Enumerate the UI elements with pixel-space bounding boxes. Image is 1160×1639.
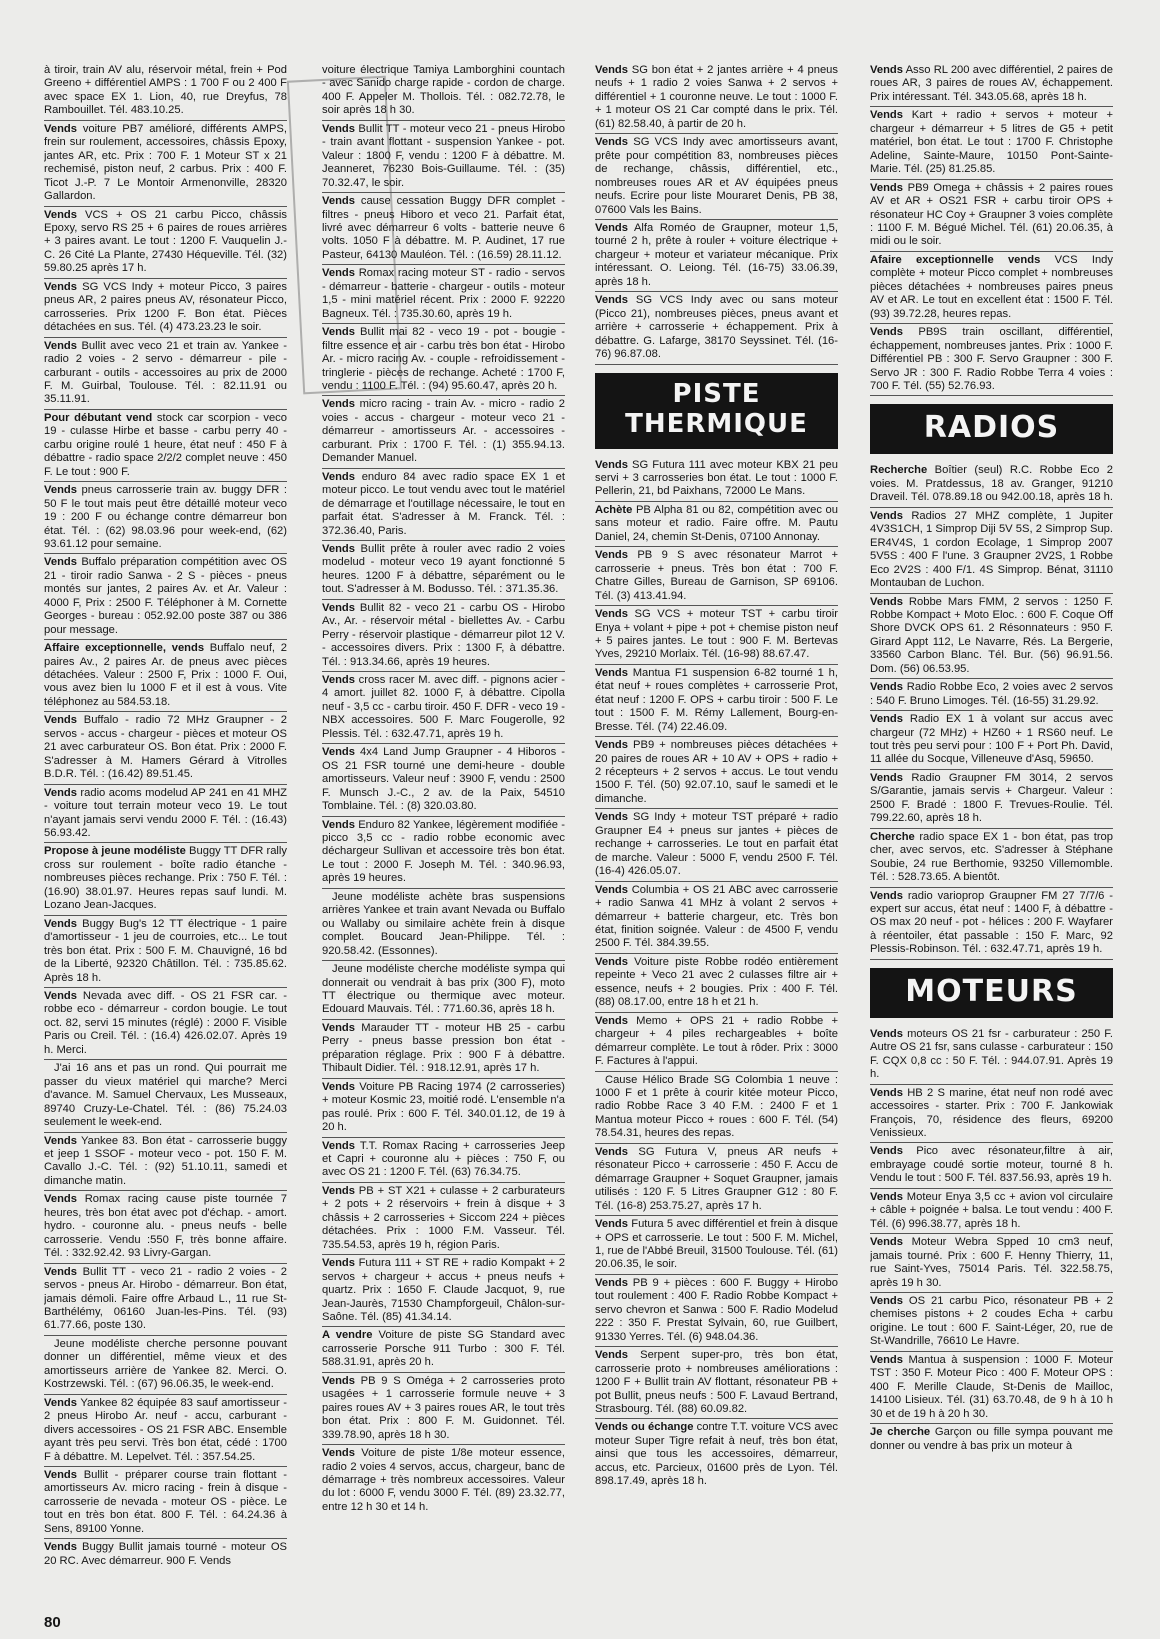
classified-ad: [322, 602, 565, 672]
classified-ad: [870, 1426, 1113, 1455]
classified-ad: [44, 1135, 287, 1192]
ad-lead: Vends: [870, 1086, 903, 1099]
ad-lead: Vends: [595, 608, 628, 621]
ad-lead: Vends: [595, 1349, 628, 1362]
classified-ad: [595, 608, 838, 665]
classified-ad: [870, 254, 1113, 324]
classified-ad: [595, 549, 838, 606]
ad-text: Garçon ou fille sympa pouvant me donner ou vendre à bas prix un moteur à: [870, 1426, 1113, 1452]
classified-ad: [322, 1447, 565, 1516]
ad-text: 4x4 Land Jump Graupner - 4 Hiboros - OS 21 FSR tourné une demi-heure - double amortisseurs. Valeur neuf : 3900 F, vendu : 2500 F. Munsch J.-C., 2 av. de la Paix, 54510 Tomblaine. Tél. : (8) 320.03.80.: [322, 746, 565, 813]
ad-text: PB9 Omega + châssis + 2 paires roues AV et AR + OS21 FSR + carbu tiroir OPS + résonateur HC Coy + Graupner 3 voies complète : 1100 F. M. Bégué Michel. Tél. (61) 20.06.35, à midi ou le soir.: [870, 181, 1113, 248]
classified-ad: [44, 1338, 287, 1395]
ad-text: Buffalo préparation compétition avec OS 21 - tiroir radio Sanwa - 2 S - pièces - pneus montés sur jantes, 2 paires Av. et Ar. Valeur : 4000 F, Prix : 2500 F. Téléphoner à M. Cornette Georges - bureau : 052.92.00 poste 387 ou 386 pour message.: [44, 556, 287, 636]
classified-ad: [870, 510, 1113, 594]
classified-ad: [595, 667, 838, 737]
classified-ad: [322, 1257, 565, 1327]
ad-text: Buffalo neuf, 2 paires Av., 2 paires Ar. de pneus avec pièces détachées. Valeur : 2500 F, Prix : 1000 F. Oui, vous avez bien lu 1000 F et il est à vous. Vite téléphonez au 584.53.18.: [44, 642, 287, 708]
ad-lead: Propose à jeune modéliste: [44, 845, 186, 858]
classified-ad: [44, 123, 287, 207]
ad-lead: Vends: [870, 181, 903, 194]
ad-lead: Vends: [322, 818, 355, 831]
classified-ad: [44, 1266, 287, 1336]
ad-text: Boîtier (seul) R.C. Robbe Eco 2 voies. M. Pratdessus, 18 av. Granger, 91210 Draveil. Tél. 078.89.18 ou 942.00.18, après 18 h.: [870, 464, 1113, 504]
ad-text: T.T. Romax Racing + carrosseries Jeep et Capri + couronne alu + pièces : 750 F, ou avec OS 21 : 1200 F. Tél. (63) 76.34.75.: [322, 1139, 565, 1179]
section-banner: [870, 968, 1113, 1018]
ad-lead: Vends: [870, 509, 903, 522]
classified-ad: [595, 739, 838, 809]
ad-text: VCS + OS 21 carbu Picco, châssis Epoxy, servo RS 25 + 6 paires de roues arrières + 3 paires avant. Le tout : 1200 F. Vauquelin J.-C. 26 Cité La Plante, 27430 Héqueville. Tél. (32) 59.80.25 après 17 h.: [44, 208, 287, 275]
ad-lead: Vends: [595, 221, 628, 234]
ad-lead: Vends: [44, 1396, 77, 1409]
ad-text: Nevada avec diff. - OS 21 FSR car. - robbe eco - démarreur - cordon bougie. Le tout oct. 82, servi 15 minutes (réglé) : 2000 F. Visible Paris ou Creil. Tél. : (16.4) 426.02.07. Après 19 h. Merci.: [44, 990, 287, 1056]
classified-ad: [44, 64, 287, 121]
ad-lead: Vends: [322, 195, 355, 208]
ad-text: cross racer M. avec diff. - pignons acier - 4 amort. juillet 82. 1000 F, à débattre. Cipolla neuf - 3,5 cc - carbu tiroir. 450 F. DFR - veco 19 - NBX accessoires. 500 F. Marc Fougerolle, 92 Plessis. Tél. : 632.47.71, après 19 h.: [322, 674, 565, 740]
ad-text: PB Alpha 81 ou 82, compétition avec ou sans moteur et radio. Faire offre. M. Pautu Daniel, 24, chemin St-Denis, 07100 Annonay.: [595, 503, 838, 543]
ad-text: Buggy Bullit jamais tourné - moteur OS 20 RC. Avec démarreur. 900 F. Vends: [44, 1541, 287, 1567]
classified-ad: [322, 1375, 565, 1445]
ad-lead: Vends: [870, 1236, 903, 1249]
ad-text: Bullit TT - veco 21 - radio 2 voies - 2 servos - pneus Ar. Hirobo - démarreur. Bon état, jamais démoli. Faire offre Arbaud L., 11 rue St-Barthélémy, 06160 Juan-les-Pins. Tél. (93) 61.77.66, poste 130.: [44, 1265, 287, 1332]
ad-text: stock car scorpion - veco 19 - culasse Hirbe et basse - carbu perry 40 - carbu origine roulé 1 heure, état neuf : 450 F à débattre - radio space 2/2/2 complet neuve : 450 F. Le tout : 900 F.: [44, 411, 287, 478]
classified-ad: [44, 556, 287, 640]
classified-ad: [595, 1146, 838, 1216]
classified-ad: [595, 459, 838, 502]
classified-ad: [322, 963, 565, 1020]
ad-text: Voiture de piste SG Standard avec carrosserie Porsche 911 Turbo : 300 F. Tél. 588.31.91, après 20 h.: [322, 1329, 565, 1369]
classified-ad: [322, 398, 565, 468]
ad-lead: Vends: [44, 208, 77, 221]
ad-text: Buggy TT DFR rally cross sur roulement - boîte radio étanche - nombreuses pièces rechange. Prix : 750 F. Tél. : (16.90) 38.01.97. Heures repas sauf lundi. M. Lozano Jean-Jacques.: [44, 845, 287, 912]
ad-text: Pico avec résonateur,filtre à air, embrayage coudé sortie moteur, tourné 8 h. Vendu le tout : 500 F. Tél. 837.56.93, après 19 h.: [870, 1145, 1113, 1185]
ad-text: Bullit prête à rouler avec radio 2 voies modelud - moteur veco 19 ayant fonctionné 5 heures. 1200 F à débattre, séparément ou le tout. S'adresser à M. Bodusso. Tél. : 371.35.36.: [322, 542, 565, 596]
ad-text: Bullit 82 - veco 21 - carbu OS - Hirobo Av., Ar. - réservoir métal - biellettes Av. - Carbu Perry - réservoir plastique - démarreur pilot 12 V. - accessoires divers. Prix : 1300 F, à débattre. Tél. : 913.34.66, après 19 heures.: [322, 601, 565, 668]
ad-text: PB + ST X21 + culasse + 2 carburateurs + 2 pots + 2 réservoirs + frein à disque + 3 châssis + 2 carrosseries + Siccom 224 + pièces détachées. Prix : 1000 F.M. Vasseur. Tél. 735.54.53, après 19 h, région Paris.: [322, 1184, 565, 1251]
ad-text: Serpent super-pro, très bon état, carrosserie proto + nombreuses améliorations : 1200 F + Bullit train AV flottant, résonateur PB + pot Bullit, pneus neufs : 500 F. Lavaud Bertrand, Strasbourg. Tél. (88) 60.09.82.: [595, 1349, 838, 1415]
ad-lead: Vends: [870, 713, 903, 726]
classified-ad: [44, 1193, 287, 1263]
ad-text: Enduro 82 Yankee, légèrement modifiée - picco 3,5 cc - radio robbe economic avec déchargeur Sullivan et accessoire très bon état. Le tout : 2000 F. Joseph M. Tél. : 340.96.93, après 19 heures.: [322, 818, 565, 885]
ad-text: SG VCS + moteur TST + carbu tiroir Enya + volant + pipe + pot + chemise piston neuf + 5 paires jantes. Le tout : 900 F. M. Bertevas Yves, 29210 Morlaix. Tél. (16-98) 88.67.47.: [595, 608, 838, 661]
classified-ad: [44, 1397, 287, 1467]
ad-text: Jeune modéliste cherche personne pouvant donner un différentiel, même vieux et des amortisseurs arrière de Yankee 82. Merci. O. Kostrzewski. Tél. : (67) 96.06.35, le week-end.: [44, 1337, 287, 1391]
classified-column-3: [595, 64, 838, 1604]
classified-ad: [870, 1087, 1113, 1144]
classified-ad: [595, 1277, 838, 1347]
classified-ad: [595, 222, 838, 292]
classified-ad: [595, 1015, 838, 1072]
ad-lead: Vends: [322, 1374, 355, 1387]
ad-text: Robbe Mars FMM, 2 servos : 1250 F. Robbe Kompact + Moto Eloc. : 600 F. Coque Off Shore DVCK OPS 61. 2 Résonnateurs : 950 F. Girard Appt 112, Le Navarre, Rés. La Bergerie, 33560 Carbon Blanc. Tél. Bur. (56) 96.91.56. Dom. (56) 06.53.95.: [870, 595, 1113, 675]
classified-ad: [44, 845, 287, 915]
ad-text: OS 21 carbu Pico, résonateur PB + 2 chemises pistons + 2 coudes Echa + carbu origine. Le tout : 600 F. Saint-Léger, 20, rue de St-Wandrille, 76610 Le Havre.: [870, 1294, 1113, 1348]
ad-lead: Vends: [44, 122, 77, 135]
ad-lead: Vends: [322, 1021, 355, 1034]
classified-ad: [870, 64, 1113, 107]
classified-ad: [595, 136, 838, 220]
classified-ad: [870, 1191, 1113, 1234]
ad-text: Kart + radio + servos + moteur + chargeur + démarreur + 5 litres de G5 + petit matériel, bon état. Le tout : 1700 F. Christophe Adeline, Sainte-Maure, 10150 Pont-Sainte-Marie. Tél. (25) 81.25.85.: [870, 109, 1113, 176]
ad-text: cause cessation Buggy DFR complet - filtres - pneus Hiboro et veco 21. Parfait état, livré avec démarreur 6 volts - batterie neuve 6 volts. 1050 F à débattre. M. P. Audinet, 17 rue Pasteur, 64130 Mauléon. Tél. : (16.59) 28.11.12.: [322, 195, 565, 261]
ad-text: Moteur Enya 3,5 cc + avion vol circulaire + câble + poignée + balsa. Le tout vendu : 400 F. Tél. (6) 996.38.77, après 18 h.: [870, 1190, 1113, 1230]
ad-text: Jeune modéliste cherche modéliste sympa qui donnerait ou vendrait à bas prix (300 F), moto TT électrique ou thermique avec moteur. Edouard Mauvais. Tél. : 771.60.36, après 18 h.: [322, 963, 565, 1016]
ad-lead: Vends: [322, 1257, 355, 1270]
ad-text: SG Futura V, pneus AR neufs + résonateur Picco + carrosserie : 450 F. Accu de démarrage Graupner + Soquet Graupner, jamais utilisés : 120 F. 5 Litres Graupner G12 : 80 F. Tél. (16-8) 253.75.27, après 17 h.: [595, 1145, 838, 1212]
ad-text: PB9 + nombreuses pièces détachées + 20 paires de roues AR + 10 AV + OPS + radio + 2 récepteurs + 2 servos + accus. Le tout vendu 1500 F. Tél. (50) 92.07.10, sauf le samedi et le dimanche.: [595, 739, 838, 805]
ad-lead: Vends: [44, 1134, 77, 1147]
ad-lead: Vends: [595, 549, 628, 562]
ad-text: voiture électrique Tamiya Lamborghini countach - avec Sanido charge rapide - cordon de charge. 400 F. Appeler M. Thollois. Tél. : 082.72.78, le soir après 18 h 30.: [322, 64, 565, 117]
classified-ad: [870, 1145, 1113, 1188]
ad-text: Mantua F1 suspension 6-82 tourné 1 h, état neuf + roues complètes + carrosserie Prot, état neuf : 1200 F. OPS + carbu tiroir : 500 F. Le tout : 1500 F. M. Rémy Lallement, Bourg-en-Bresse. Tél. (74) 22.46.09.: [595, 666, 838, 733]
ad-lead: Vends: [870, 64, 903, 76]
classified-ad: [322, 64, 565, 121]
ad-lead: Vends: [44, 990, 77, 1002]
ad-lead: Vends: [322, 1139, 355, 1152]
ad-lead: Vends: [322, 1080, 355, 1093]
ad-lead: Recherche: [870, 464, 928, 477]
ad-lead: Vends: [44, 1265, 77, 1278]
ad-lead: Vends: [595, 739, 628, 752]
classified-ad: [44, 340, 287, 410]
ad-text: Alfa Roméo de Graupner, moteur 1,5, tourné 2 h, prête à rouler + voiture électrique + chargeur + moteur et variateur mécanique. Prix intéressant. O. Leiong. Tél. (16-75) 33.06.39, après 18 h.: [595, 221, 838, 288]
classified-ad: [870, 182, 1113, 252]
ad-lead: Vends: [322, 1184, 355, 1197]
ad-text: Asso RL 200 avec différentiel, 2 paires de roues AR, 3 paires de roues AV, échappement. Prix intéressant. Tél. 343.05.68, après 18 h.: [870, 64, 1113, 103]
ad-text: SG VCS Indy + moteur Picco, 3 paires pneus AR, 2 paires pneus AV, résonateur Picco, carrosseries. Prix 1200 F. Bon état. Pièces détachées en sus. Tél. (4) 473.23.23 le soir.: [44, 280, 287, 334]
ad-lead: A vendre: [322, 1329, 373, 1342]
ad-text: Romax racing moteur ST - radio - servos - démarreur - batterie - chargeur - outils - moteur 1,5 - mini matériel récent. Prix : 2000 F. 92220 Bagneux. Tél. : 735.30.60, après 19 h.: [322, 267, 565, 320]
ad-lead: Vends: [870, 681, 903, 694]
ad-text: SG Futura 111 avec moteur KBX 21 peu servi + 3 carrosseries bon état. Le tout : 1000 F. Pellerin, 21, bd Paixhans, 72000 Le Mans.: [595, 458, 838, 498]
classified-ad: [870, 772, 1113, 829]
classified-ad: [44, 1062, 287, 1132]
ad-text: moteurs OS 21 fsr - carburateur : 250 F. Autre OS 21 fsr, sans culasse - carburateur : 150 F. CQX 0,8 cc : 50 F. Tél. : 944.07.91. Après 19 h.: [870, 1027, 1113, 1081]
ad-text: pneus carrosserie train av. buggy DFR : 50 F le tout mais peut être détaillé moteur veco 19 : 200 F ou échange contre démarreur bon état. Tél. : (62) 98.03.96 pour week-end, (62) 93.61.12 pour semaine.: [44, 484, 287, 550]
classified-ad: [870, 464, 1113, 507]
ad-lead: Vends: [595, 955, 628, 968]
ad-lead: Vends: [595, 883, 628, 896]
classified-column-2: [322, 64, 565, 1604]
ad-text: SG VCS Indy avec ou sans moteur (Picco 21), nombreuses pièces, pneus avant et arrière + carrosserie + échappement. Prix à débattre. G. Lafarge, 38170 Seyssinet. Tél. (16-76) 96.87.08.: [595, 294, 838, 361]
classified-ad: [44, 1469, 287, 1539]
classified-ad: [595, 64, 838, 134]
ad-text: contre T.T. voiture VCS avec moteur Super Tigre refait à neuf, très bon état, ainsi que tous les accessoires, démarreur, accus, etc. Parcieux, 01600 près de Lyon. Tél. 898.17.49, après 18 h.: [595, 1421, 838, 1488]
ad-text: à tiroir, train AV alu, réservoir métal, frein + Pod Greeno + différentiel AMPS : 1 700 F ou 2 400 F avec space EX 1. Lion, 40, rue Dreyfus, 78 Rambouillet. Tél. 483.10.25.: [44, 64, 287, 117]
classified-ad: [870, 1354, 1113, 1424]
classified-ad: [44, 714, 287, 784]
classified-ad: [870, 1028, 1113, 1085]
ad-lead: Vends: [322, 122, 355, 135]
ad-lead: Vends: [322, 1447, 355, 1460]
classified-column-4: [870, 64, 1113, 1604]
classified-ad: [322, 674, 565, 744]
classified-ad: [595, 1349, 838, 1419]
ad-lead: Vends: [870, 109, 903, 122]
section-title-line2: THERMIQUE: [625, 408, 808, 439]
ad-lead: Vends: [595, 64, 628, 76]
ad-text: Marauder TT - moteur HB 25 - carbu Perry - pneus basse pression bon état - préparation réglage. Prix : 900 F à débattre. Thibault Didier. Tél. : 918.12.91, après 17 h.: [322, 1021, 565, 1075]
classified-ad: [44, 412, 287, 482]
ad-lead: Vends: [322, 542, 355, 555]
ad-text: Voiture PB Racing 1974 (2 carrosseries) + moteur Kosmic 23, moitié rodé. L'ensemble n'a pas roulé. Prix : 600 F. Tél. 340.01.12, de 19 à 20 h.: [322, 1080, 565, 1134]
classified-ad: [595, 956, 838, 1013]
section-banner: [870, 404, 1113, 454]
ad-lead: Vends: [595, 1145, 628, 1158]
classified-ad: [322, 543, 565, 600]
ad-text: radio varioprop Graupner FM 27 7/7/6 - expert sur accus, état neuf : 1400 F, à débattre - OS max 20 neuf - pot - hélices : 200 F. Wayfarer à réentoiler, état passable : 150 F. Marc, 92 Plessis-Robinson. Tél. : 632.47.71, après 19 h.: [870, 889, 1113, 956]
classified-ad: [870, 109, 1113, 179]
ad-text: enduro 84 avec radio space EX 1 et moteur picco. Le tout vendu avec tout le matériel de démarrage et l'outillage nécessaire, le tout en parfait état. S'adresser à M. Franck. Tél. : 372.36.40, Paris.: [322, 470, 565, 537]
ad-text: Futura 5 avec différentiel et frein à disque + OPS et carrosserie. Le tout : 500 F. M. Michel, 1, rue de l'Abbé Breuil, 31500 Toulouse. Tél. (61) 20.06.35, le soir.: [595, 1218, 838, 1271]
ad-text: Radio EX 1 à volant sur accus avec chargeur (72 MHz) + HZ60 + 1 RS60 neuf. Le tout très peu servi pour : 100 F + Port Ph. David, 11 allée du Socque, Villeneuve d'Asq, 59650.: [870, 713, 1113, 766]
page-number: 80: [44, 1614, 61, 1631]
classified-ad: [322, 1185, 565, 1255]
classified-ad: [870, 596, 1113, 680]
ad-lead: Cherche: [870, 830, 915, 843]
classified-ad: [322, 326, 565, 396]
classified-ad: [870, 890, 1113, 960]
classified-ad: [322, 123, 565, 193]
classified-ad: [595, 1218, 838, 1275]
ad-text: Voiture de piste 1/8e moteur essence, radio 2 voies 4 servos, accus, chargeur, banc de démarrage + très nombreux accessoires. Valeur du lot : 6000 F, vendu 3000 F. Tél. (89) 23.32.77, entre 12 h 30 et 14 h.: [322, 1447, 565, 1513]
ad-text: radio space EX 1 - bon état, pas trop cher, avec servos, etc. S'adresser à Stéphane Soubie, 24 rue Berthomie, 93250 Villemomble. Tél. : 528.73.65. A bientôt.: [870, 830, 1113, 884]
ad-lead: Vends: [44, 1541, 77, 1554]
ad-lead: Vends: [322, 398, 355, 411]
ad-text: Bullit avec veco 21 et train av. Yankee - radio 2 voies - 2 servo - démarreur - pile - carburant - outils - accessoires au prix de 2000 F. M. Guirbal, Toulouse. Tél. : 82.11.91 ou 35.11.91.: [44, 339, 287, 406]
ad-text: Bullit mai 82 - veco 19 - pot - bougie - filtre essence et air - carbu très bon état - Hirobo Ar. - micro racing Av. - couple - refroidissement - tringlerie - pièces de rechange. Acheté : 1700 F, vendu : 1100 F. Tél. : (94) 95.60.47, après 20 h.: [322, 326, 565, 392]
ad-text: Radio Graupner FM 3014, 2 servos S/Garantie, jamais servis + Chargeur. Valeur : 2500 F. Bradé : 1800 F. Trevues-Roulie. Tél. 799.22.60, après 18 h.: [870, 771, 1113, 825]
ad-lead: Vends: [44, 339, 77, 352]
ad-text: SG bon état + 2 jantes arrière + 4 pneus neufs + 1 radio 2 voies Sanwa + 2 servos + différentiel + 1 couronne neuve. Le tout : 1000 F. + 1 moteur OS 21 Car compté dans le prix. Tél. (61) 82.58.40, à partir de 20 h.: [595, 64, 838, 130]
ad-text: Cause Hélico Brade SG Colombia 1 neuve : 1000 F et 1 prête à courir kitée moteur Picco, radio Robbe Race 3 40 F.M. : 2400 F et 1 Mantua moteur Picco + roues : 600 F. Tél. (54) 78.54.31, heures des repas.: [595, 1073, 838, 1140]
classified-ad: [595, 294, 838, 364]
section-banner: [595, 373, 838, 449]
ad-text: Radio Robbe Eco, 2 voies avec 2 servos : 540 F. Bruno Limoges. Tél. (16-55) 31.29.92.: [870, 681, 1113, 707]
classified-ad: [595, 811, 838, 881]
ad-lead: Vends: [595, 1014, 628, 1027]
classified-ad: [322, 471, 565, 541]
ad-text: Memo + OPS 21 + radio Robbe + chargeur + 4 piles rechargeables + boîte démarreur complète. Le tout à rôder. Prix : 3000 F. Factures à l'appui.: [595, 1014, 838, 1068]
ad-lead: Affaire exceptionnelle, vends: [44, 642, 205, 655]
classified-ad: [322, 195, 565, 265]
ad-lead: Vends: [44, 280, 77, 293]
ad-lead: Vends: [44, 1193, 77, 1206]
classified-ad: [595, 504, 838, 547]
ad-lead: Vends: [44, 917, 77, 930]
ad-lead: Vends: [595, 458, 628, 471]
classified-ad: [44, 1541, 287, 1570]
ad-text: Futura 111 + ST RE + radio Kompakt + 2 servos + chargeur + accus + pneus neufs + quartz. Prix : 1650 F. Claude Jacquot, 9, rue Jean-Jaurès, 71530 Champforgeuil, Châlon-sur-Saône. Tél. (85) 41.34.14.: [322, 1257, 565, 1323]
ad-lead: Vends: [44, 484, 77, 497]
classified-ad: [44, 990, 287, 1060]
classified-ad: [595, 1074, 838, 1144]
classified-ad: [44, 787, 287, 844]
ad-text: Bullit TT - moteur veco 21 - pneus Hirobo - train avant flottant - suspension Yankee - pot. Valeur : 1800 F, vendu : 1200 F à débattre. M. Jeanneret, 76230 Bois-Guillaume. Tél. : (35) 70.32.47, le soir.: [322, 122, 565, 189]
ad-text: Voiture piste Robbe rodéo entièrement repeinte + Veco 21 avec 2 culasses filtre air + essence, neufs + 2 bougies. Prix : 400 F. Tél. (88) 08.17.00, entre 18 h et 21 h.: [595, 955, 838, 1009]
ad-lead: Vends: [322, 601, 355, 614]
ad-lead: Vends: [870, 326, 903, 339]
ad-lead: Achète: [595, 503, 633, 516]
classified-ad: [870, 1236, 1113, 1293]
ad-lead: Vends: [322, 746, 355, 759]
ad-lead: Je cherche: [870, 1426, 931, 1439]
ad-text: PB 9 S Oméga + 2 carrosseries proto usagées + 1 carrosserie formule neuve + 3 paires roues AV + 3 paires roues AR, le tout très bon état. Prix : 800 F. M. Guidonnet. Tél. 339.78.90, après 18 h 30.: [322, 1374, 565, 1441]
classified-ad: [322, 1022, 565, 1079]
ad-text: micro racing - train Av. - micro - radio 2 voies - accus - chargeur - moteur veco 21 - démarreur - amortisseurs Ar. - accessoires - carburant. Prix : 1700 F. Tél. : (1) 355.94.13. Demander Manuel.: [322, 398, 565, 465]
ad-lead: Vends: [870, 1294, 903, 1307]
ad-text: Romax racing cause piste tournée 7 heures, très bon état avec pot d'échap. - amort. hydro. - couronne alu. - pneus neufs - belle carrosserie. Vendu :550 F, très bonne affaire. Tél. : 332.92.42. 93 Livry-Gargan.: [44, 1193, 287, 1260]
ad-text: Buggy Bug's 12 TT électrique - 1 paire d'amortisseur - 1 jeu de courroies, etc... Le tout très bon état. Prix : 500 F. M. Chauvigné, 16 bd de la Liberté, 92320 Châtillon. Tél. : 735.85.62. Après 18 h.: [44, 917, 287, 984]
ad-text: Moteur Webra Spped 10 cm3 neuf, jamais tourné. Prix : 600 F. Henny Thierry, 11, rue Saint-Yves, 75014 Paris. Tél. 322.58.75, après 19 h 30.: [870, 1236, 1113, 1289]
classified-ad: [595, 1421, 838, 1490]
ad-lead: Vends: [322, 267, 355, 280]
ad-text: voiture PB7 amélioré, différents AMPS, frein sur roulement, accessoires, châssis Epoxy, jantes AR, etc. Prix : 700 F. 1 Moteur ST x 21 rechemisé, piston neuf, 2 carbus. Prix : 400 F. Ticot J.-P. 7 Le Montoir Armenonville, 28320 Gallardon.: [44, 122, 287, 203]
ad-text: Yankee 82 équipée 83 sauf amortisseur - 2 pneus Hirobo Ar. neuf - accu, carburant - divers accessoires - OS 21 FSR ABC. Ensemble ayant très peu servi. Très bon état, cédé : 1700 F à débattre. M. Lepelvet. Tél. : 357.54.25.: [44, 1396, 287, 1463]
ad-lead: Vends ou échange: [595, 1421, 694, 1434]
ad-lead: Pour débutant vend: [44, 411, 153, 424]
ad-lead: Vends: [322, 470, 355, 483]
ad-text: Jeune modéliste achète bras suspensions arrières Yankee et train avant Nevada ou Buffalo ou Wallaby ou similaire achète frein à disque complet. Boucard Jean-Philippe. Tél. : 920.58.42. (Essonnes).: [322, 890, 565, 957]
ad-lead: Vends: [870, 1190, 903, 1203]
ad-text: HB 2 S marine, état neuf non rodé avec accessoires - starter. Prix : 700 F. Jankowiak François, 70, résidence des fleurs, 69200 Venissieux.: [870, 1086, 1113, 1139]
classified-ad: [322, 746, 565, 816]
ad-lead: Vends: [870, 771, 903, 784]
ad-lead: Vends: [322, 674, 355, 687]
ad-text: J'ai 16 ans et pas un rond. Qui pourrait me passer du vieux matériel qui marche? Merci d'avance. M. Samuel Chervaux, Les Musseaux, 89740 Cruzy-Le-Chatel. Tél. : (86) 75.24.03 seulement le week-end.: [44, 1062, 287, 1129]
ad-lead: Vends: [595, 666, 628, 679]
classified-ad: [870, 681, 1113, 711]
section-title: MOTEURS: [905, 973, 1078, 1009]
classified-ad: [44, 918, 287, 988]
ad-lead: Vends: [870, 889, 903, 902]
classified-ad: [595, 884, 838, 954]
ad-lead: Vends: [595, 811, 628, 824]
ad-lead: Vends: [44, 1468, 77, 1481]
ad-lead: Vends: [595, 1276, 628, 1289]
ad-text: Mantua à suspension : 1000 F. Moteur TST : 350 F. Moteur Pico : 400 F. Moteur OPS : 400 F. Merille Claude, St-Denis de Mailloc, 14100 Lisieux. Tél. (31) 63.70.48, de 9 h à 10 h 30 et de 19 h à 20 h 30.: [870, 1353, 1113, 1420]
ad-lead: Vends: [595, 1218, 628, 1231]
ad-lead: Vends: [44, 786, 77, 799]
classified-ad: [870, 831, 1113, 888]
ad-text: Yankee 83. Bon état - carrosserie buggy et jeep 1 SSOF - moteur veco - pot. 150 F. M. Cavallo J.-C. Tél. : (92) 51.10.11, samedi et dimanche matin.: [44, 1134, 287, 1187]
classified-ad: [44, 281, 287, 338]
classified-ad: [322, 891, 565, 961]
classified-ad: [322, 1140, 565, 1183]
ad-text: PB9S train oscillant, différentiel, échappement, nombreuses jantes. Prix : 1000 F. Différentiel PB : 300 F. Servo Graupner : 300 F. Servo JR : 300 F. Radio Robbe Terra 4 voies : 700 F. Tél. (55) 52.76.93.: [870, 326, 1113, 392]
ad-text: Buffalo - radio 72 MHz Graupner - 2 servos - accus - chargeur - pièces et moteur OS 21 avec carburateur OS. Bon état. Prix : 2000 F. S'adresser à M. Hamers Gérard à Vitrolles B.D.R. Tél. : (16.42) 89.51.45.: [44, 714, 287, 781]
ad-text: PB 9 + pièces : 600 F. Buggy + Hirobo tout roulement : 400 F. Radio Robbe Kompact + servo chevron et Sanwa : 500 F. Radio Modelud 222 : 350 F. Prestat Sylvain, 60, rue Guilbert, 91330 Yerres. Tél. (6) 948.04.36.: [595, 1276, 838, 1343]
ad-text: SG Indy + moteur TST préparé + radio Graupner E4 + pneus sur jantes + pièces de rechange + carrosseries. Le tout en parfait état de marche. Valeur : 5000 F, vendu 2500 F. Tél. (16-4) 426.05.07.: [595, 811, 838, 878]
classified-ad: [322, 819, 565, 889]
classified-ad: [44, 209, 287, 279]
ad-lead: Afaire exceptionnelle vends: [870, 253, 1041, 266]
classified-ad: [44, 642, 287, 712]
ad-text: Columbia + OS 21 ABC avec carrosserie + radio Sanwa 41 MHz à volant 2 servos + démarreur + batterie chargeur, etc. Très bon état, finition soignée. Valeur : de 4500 F, vendu 2500 F. Tél. 384.39.55.: [595, 883, 838, 950]
ad-text: Bullit - préparer course train flottant - amortisseurs Av. micro racing - frein à disque - carrosserie de nevada - moteur OS - pièce. Le tout en très bon état. 800 F. Tél. : 64.24.36 à Sens, 89100 Yonne.: [44, 1468, 287, 1535]
ad-lead: Vends: [870, 1353, 903, 1366]
classified-ad: [322, 1081, 565, 1138]
classified-ad: [44, 484, 287, 554]
classified-ad: [322, 1329, 565, 1372]
ad-lead: Vends: [595, 294, 628, 307]
section-title: RADIOS: [923, 410, 1060, 446]
ad-text: VCS Indy complète + moteur Picco complet + nombreuses pièces détachées + nombreuses paires pneus AV et AR. Le tout en excellent état : 1500 F. Tél. (93) 39.72.28, heures repas.: [870, 253, 1113, 320]
ad-lead: Vends: [870, 595, 903, 608]
ad-lead: Vends: [322, 326, 355, 339]
ad-text: PB 9 S avec résonateur Marrot + carrosserie + pneus. Très bon état : 700 F. Chatre Gilles, Bureau de Garnison, SP 69106. Tél. (3) 413.41.94.: [595, 549, 838, 602]
ad-lead: Vends: [870, 1027, 903, 1040]
ad-lead: Vends: [44, 556, 77, 569]
classified-ad: [870, 713, 1113, 770]
classified-ad: [870, 1295, 1113, 1352]
section-title: PISTE: [672, 378, 761, 409]
ad-lead: Vends: [44, 714, 77, 727]
ad-text: SG VCS Indy avec amortisseurs avant, prête pour compétition 83, nombreuses pièces de rechange, châssis, différentiel, etc., nombreuses roues AR et AV équipées pneus neufs. Ecrire pour liste Mouraret Denis, PB 38, 07600 Vals les Bains.: [595, 136, 838, 216]
classified-ad: [322, 267, 565, 324]
ad-lead: Vends: [870, 1145, 903, 1158]
classified-column-1: [44, 64, 287, 1604]
ad-text: radio acoms modelud AP 241 en 41 MHZ - voiture tout terrain moteur veco 19. Le tout n'ayant jamais servi vendu 2000 F. Tél. : (16.43) 56.93.42.: [44, 786, 287, 840]
ad-lead: Vends: [595, 136, 628, 149]
classified-ad: [870, 326, 1113, 396]
ad-text: Radios 27 MHZ complète, 1 Jupiter 4V3S1CH, 1 Simprop Diji 5V 5S, 2 Simprop Sup. ER4V4S, 1 cordon Ecolage, 1 Simprop 2007 5V5S : 400 F l'une. 3 Graupner 2V2S, 1 Robbe Eco 2V2S : 400 F/1. 4S Simprop. Bénat, 31110 Montauban de Luchon.: [870, 509, 1113, 590]
